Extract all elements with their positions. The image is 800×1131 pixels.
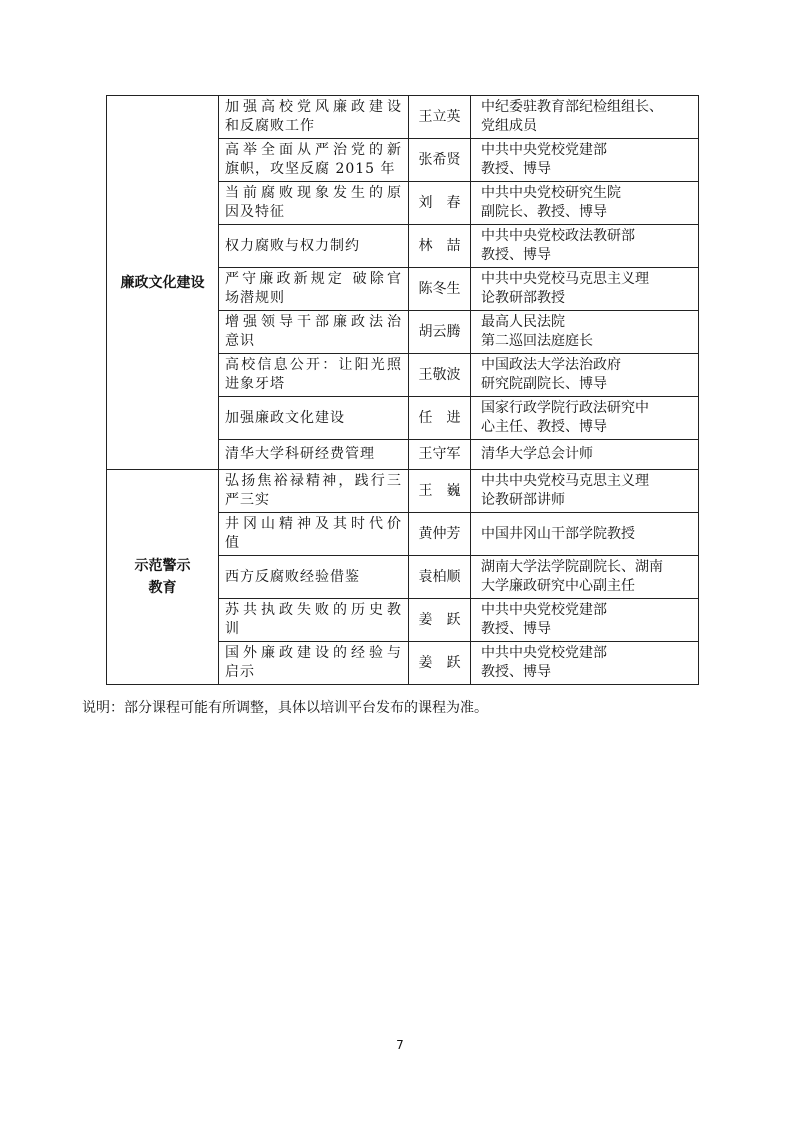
speaker-affiliation-cell (471, 268, 699, 311)
course-title: 场潜规则 (225, 290, 285, 306)
course-title-cell (219, 96, 409, 139)
speaker-affiliation: 中共中央党校马克思主义理 (481, 473, 649, 489)
speaker-name: 胡云腾 (409, 311, 471, 354)
course-title: 井冈山精神及其时代价 (225, 516, 402, 532)
category-label: 教育 (148, 580, 177, 596)
speaker-affiliation-cell (471, 397, 699, 440)
speaker-affiliation: 论教研部教授 (481, 290, 565, 306)
speaker-name: 王 巍 (409, 470, 471, 513)
speaker-affiliation: 大学廉政研究中心副主任 (481, 578, 635, 594)
course-title: 权力腐败与权力制约 (225, 237, 360, 254)
course-title: 增强领导干部廉政法治 (225, 314, 402, 330)
course-title-cell (219, 225, 409, 268)
course-title-cell (219, 354, 409, 397)
course-table (106, 95, 699, 685)
speaker-affiliation: 中共中央党校党建部 (481, 142, 607, 158)
course-title: 值 (225, 535, 240, 551)
course-title-cell (219, 599, 409, 642)
course-title: 高举全面从严治党的新 (225, 142, 402, 158)
speaker-affiliation: 湖南大学法学院副院长、湖南 (481, 559, 663, 575)
category-cell (107, 96, 219, 470)
speaker-affiliation-cell (471, 556, 699, 599)
speaker-affiliation: 教授、博导 (481, 621, 551, 637)
speaker-name: 黄仲芳 (409, 513, 471, 556)
speaker-affiliation-cell (471, 599, 699, 642)
speaker-name: 姜 跃 (409, 599, 471, 642)
speaker-affiliation: 最高人民法院 (481, 314, 565, 330)
speaker-name: 任 进 (409, 397, 471, 440)
course-title: 训 (225, 621, 240, 637)
course-title: 加强高校党风廉政建设 (225, 99, 402, 115)
course-title-cell (219, 440, 409, 470)
note-text: 说明：部分课程可能有所调整，具体以培训平台发布的课程为准。 (82, 700, 488, 716)
speaker-affiliation: 党组成员 (481, 118, 537, 134)
course-title: 和反腐败工作 (225, 118, 315, 134)
speaker-affiliation-cell (471, 440, 699, 470)
speaker-name: 林 喆 (409, 225, 471, 268)
course-title-cell (219, 513, 409, 556)
course-title-cell (219, 556, 409, 599)
course-title-cell (219, 470, 409, 513)
course-title-cell (219, 139, 409, 182)
speaker-name: 袁柏顺 (409, 556, 471, 599)
speaker-affiliation: 中国政法大学法治政府 (481, 357, 621, 373)
course-title-cell (219, 397, 409, 440)
speaker-affiliation: 副院长、教授、博导 (481, 204, 607, 220)
course-title: 高校信息公开：让阳光照 (225, 357, 402, 373)
speaker-affiliation: 中纪委驻教育部纪检组组长、 (481, 99, 663, 115)
speaker-affiliation: 心主任、教授、博导 (481, 419, 607, 435)
category-cell (107, 470, 219, 685)
speaker-name: 王守军 (409, 440, 471, 470)
speaker-affiliation: 清华大学总会计师 (481, 446, 593, 462)
speaker-name: 王敬波 (409, 354, 471, 397)
course-title-cell (219, 268, 409, 311)
speaker-affiliation: 教授、博导 (481, 664, 551, 680)
speaker-affiliation-cell (471, 225, 699, 268)
course-title: 启示 (225, 664, 255, 680)
speaker-affiliation-cell (471, 513, 699, 556)
speaker-affiliation: 国家行政学院行政法研究中 (481, 400, 649, 416)
speaker-affiliation: 中共中央党校马克思主义理 (481, 271, 649, 287)
speaker-affiliation-cell (471, 96, 699, 139)
course-title-cell (219, 642, 409, 685)
course-title: 国外廉政建设的经验与 (225, 645, 402, 661)
course-title: 严守廉政新规定 破除官 (225, 271, 402, 287)
speaker-affiliation-cell (471, 182, 699, 225)
table-row (107, 96, 699, 139)
speaker-name: 陈冬生 (409, 268, 471, 311)
course-title: 意识 (225, 333, 255, 349)
speaker-affiliation: 中共中央党校政法教研部 (481, 228, 635, 244)
course-title: 西方反腐败经验借鉴 (225, 568, 360, 585)
speaker-affiliation-cell (471, 642, 699, 685)
speaker-affiliation: 教授、博导 (481, 161, 551, 177)
speaker-affiliation: 中共中央党校党建部 (481, 645, 607, 661)
course-title: 严三实 (225, 492, 270, 508)
course-title: 进象牙塔 (225, 376, 285, 392)
course-title: 弘扬焦裕禄精神，践行三 (225, 473, 402, 489)
speaker-name: 刘 春 (409, 182, 471, 225)
course-title: 苏共执政失败的历史教 (225, 602, 402, 618)
course-title-cell (219, 182, 409, 225)
speaker-name: 张希贤 (409, 139, 471, 182)
course-title: 旗帜，攻坚反腐 2015 年 (225, 161, 396, 177)
speaker-affiliation-cell (471, 311, 699, 354)
speaker-name: 王立英 (409, 96, 471, 139)
speaker-affiliation-cell (471, 139, 699, 182)
speaker-affiliation: 第二巡回法庭庭长 (481, 333, 593, 349)
speaker-affiliation: 论教研部讲师 (481, 492, 565, 508)
course-title: 当前腐败现象发生的原 (225, 185, 402, 201)
table-row (107, 470, 699, 513)
speaker-affiliation: 教授、博导 (481, 247, 551, 263)
page-number: 7 (396, 1038, 404, 1052)
category-label: 廉政文化建设 (120, 274, 205, 291)
course-title: 因及特征 (225, 204, 285, 220)
course-title-cell (219, 311, 409, 354)
course-title: 清华大学科研经费管理 (225, 446, 375, 462)
speaker-affiliation: 中国井冈山干部学院教授 (481, 525, 635, 542)
speaker-affiliation: 研究院副院长、博导 (481, 376, 607, 392)
speaker-affiliation: 中共中央党校党建部 (481, 602, 607, 618)
speaker-affiliation-cell (471, 470, 699, 513)
speaker-affiliation: 中共中央党校研究生院 (481, 185, 621, 201)
category-label: 示范警示 (134, 558, 191, 574)
course-title: 加强廉政文化建设 (225, 409, 345, 426)
speaker-affiliation-cell (471, 354, 699, 397)
speaker-name: 姜 跃 (409, 642, 471, 685)
